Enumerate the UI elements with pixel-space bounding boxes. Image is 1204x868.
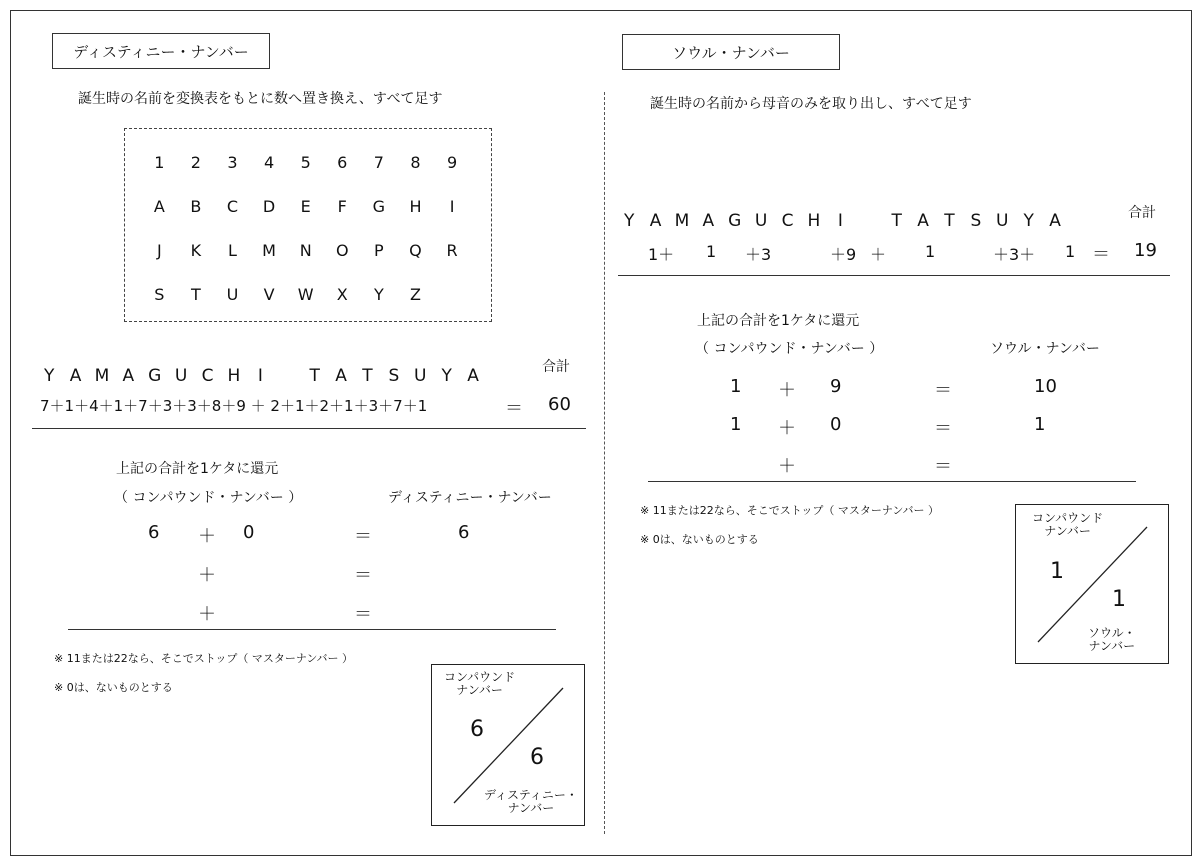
destiny-result-square [431,664,585,826]
destiny-steps-underline [68,629,556,630]
vowel-value: 1 [706,242,717,261]
table-letter: X [336,285,348,304]
name-letter: Y [44,366,55,386]
name-letter: M [94,366,110,386]
table-letter: N [299,241,312,260]
table-letter: K [190,241,202,260]
name-letter: Y [624,211,635,231]
step-equals: ＝ [354,565,372,586]
conversion-table-numbers [141,153,470,172]
soul-col-compound: （ コンパウンド・ナンバー ） [695,341,884,357]
name-letter: C [781,211,794,231]
table-number: 1 [154,153,165,172]
table-letter: A [153,197,165,216]
step-equals: ＝ [934,380,952,401]
step-second-digit: 0 [243,522,255,543]
name-letter: U [174,366,188,386]
name-letter: S [970,211,982,231]
conversion-table-row [141,197,470,216]
name-letter: T [309,366,320,386]
table-letter: B [190,197,202,216]
destiny-reduce-title: 上記の合計を1ケタに還元 [116,461,279,477]
name-letter: I [257,366,263,386]
table-number: 8 [410,153,421,172]
name-letter: H [807,211,821,231]
name-letter: G [728,211,742,231]
table-letter: Q [409,241,422,260]
table-number: 2 [190,153,201,172]
destiny-col-compound: （ コンパウンド・ナンバー ） [114,490,303,506]
name-letter: A [69,366,82,386]
soul-steps-underline [648,481,1136,482]
table-letter: F [337,197,347,216]
square-bottom-label: ソウル・ ナンバー [1088,626,1136,653]
step-result: 10 [1034,376,1057,397]
destiny-note-master: ※ 11または22なら、そこでストップ（ マスターナンバー ） [54,652,354,665]
name-letter [854,211,884,231]
step-second-digit: 9 [830,376,842,397]
soul-result-square [1015,504,1169,664]
name-letter: U [996,211,1009,231]
vowel-value: 1＋ [648,245,675,264]
step-plus: ＋ [198,526,216,547]
step-plus: ＋ [778,418,796,439]
table-letter: D [262,197,276,216]
destiny-name-letters [36,366,486,386]
name-letter: U [754,211,768,231]
name-letter [274,366,302,386]
table-letter: J [156,241,162,260]
square-bottom-label: ディスティニー・ ナンバー [484,788,578,815]
step-result: 1 [1034,414,1046,435]
vowel-value: ＋3 [745,245,772,264]
soul-sum-total: 19 [1134,240,1157,261]
step-equals: ＝ [354,526,372,547]
soul-sum-underline [618,275,1170,276]
destiny-total-label: 合計 [542,359,570,375]
table-letter: Z [409,285,421,304]
destiny-sum-total: 60 [548,394,571,415]
name-letter: C [201,366,214,386]
name-letter: A [335,366,347,386]
step-result: 6 [458,522,470,543]
destiny-note-zero: ※ 0は、ないものとする [54,681,173,694]
soul-sum-equals: ＝ [1092,244,1110,265]
name-letter: A [122,366,135,386]
table-letter: S [154,285,165,304]
square-top-label: コンパウンド ナンバー [1032,511,1104,538]
name-letter: A [649,211,662,231]
name-letter: A [1049,211,1061,231]
step-first-digit: 1 [730,414,742,435]
table-letter: L [228,241,237,260]
square-top-label: コンパウンド ナンバー [444,670,516,697]
destiny-col-result: ディスティニー・ナンバー [388,490,552,506]
step-plus: ＋ [198,604,216,625]
table-number: 6 [337,153,348,172]
table-number: 5 [300,153,311,172]
table-letter: M [262,241,276,260]
name-letter: T [944,211,955,231]
destiny-description: 誕生時の名前を変換表をもとに数へ置き換え、すべて足す [78,91,443,107]
square-compound-value: 1 [1050,559,1064,584]
conversion-table-row [141,241,470,260]
square-result-value: 6 [530,745,544,770]
table-letter: E [300,197,311,216]
step-plus: ＋ [778,456,796,477]
table-letter: W [297,285,314,304]
step-plus: ＋ [198,565,216,586]
name-letter: M [674,211,690,231]
soul-reduce-title: 上記の合計を1ケタに還元 [697,313,860,329]
name-letter: G [148,366,162,386]
step-second-digit: 0 [830,414,842,435]
soul-col-result: ソウル・ナンバー [990,341,1100,357]
name-letter: T [362,366,373,386]
step-equals: ＝ [934,418,952,439]
soul-number-title: ソウル・ナンバー [622,34,840,70]
soul-name-letters [616,211,1068,231]
table-number: 7 [373,153,384,172]
soul-note-zero: ※ 0は、ないものとする [640,533,759,546]
name-letter: A [467,366,479,386]
vowel-value: ＋9 [830,245,857,264]
name-letter: U [414,366,427,386]
name-letter: A [702,211,715,231]
destiny-number-title: ディスティニー・ナンバー [52,33,270,69]
table-letter: T [191,285,201,304]
destiny-sum-equals: ＝ [505,398,523,419]
table-letter: G [372,197,386,216]
center-divider [604,92,605,834]
name-letter: Y [1023,211,1034,231]
table-number: 4 [263,153,275,172]
soul-note-master: ※ 11または22なら、そこでストップ（ マスターナンバー ） [640,504,940,517]
table-number: 3 [227,153,238,172]
step-plus: ＋ [778,380,796,401]
table-letter [434,285,471,304]
square-result-value: 1 [1112,587,1126,612]
table-letter: O [335,241,349,260]
name-letter: T [891,211,902,231]
table-letter: Y [373,285,384,304]
vowel-value: ＋ [870,245,887,264]
table-letter: R [446,241,458,260]
name-letter: Y [441,366,452,386]
name-letter: S [388,366,400,386]
soul-description: 誕生時の名前から母音のみを取り出し、すべて足す [650,96,972,112]
vowel-value: ＋3＋ [993,245,1036,264]
step-equals: ＝ [934,456,952,477]
step-equals: ＝ [354,604,372,625]
vowel-value: 1 [925,242,936,261]
name-letter: H [227,366,241,386]
destiny-sum-expression: 7＋1＋4＋1＋7＋3＋3＋8＋9 ＋ 2＋1＋2＋1＋3＋7＋1 [40,397,428,415]
step-first-digit: 6 [148,522,160,543]
table-letter: U [226,285,239,304]
name-letter: A [917,211,929,231]
soul-total-label: 合計 [1128,205,1156,221]
conversion-table-row [141,285,470,304]
table-letter: H [409,197,422,216]
table-letter: P [374,241,384,260]
table-letter: I [449,197,455,216]
vowel-value: 1 [1065,242,1076,261]
step-first-digit: 1 [730,376,742,397]
table-letter: C [226,197,239,216]
name-letter: I [837,211,843,231]
square-compound-value: 6 [470,717,484,742]
table-number: 9 [446,153,458,172]
table-letter: V [263,285,275,304]
destiny-sum-underline [32,428,586,429]
